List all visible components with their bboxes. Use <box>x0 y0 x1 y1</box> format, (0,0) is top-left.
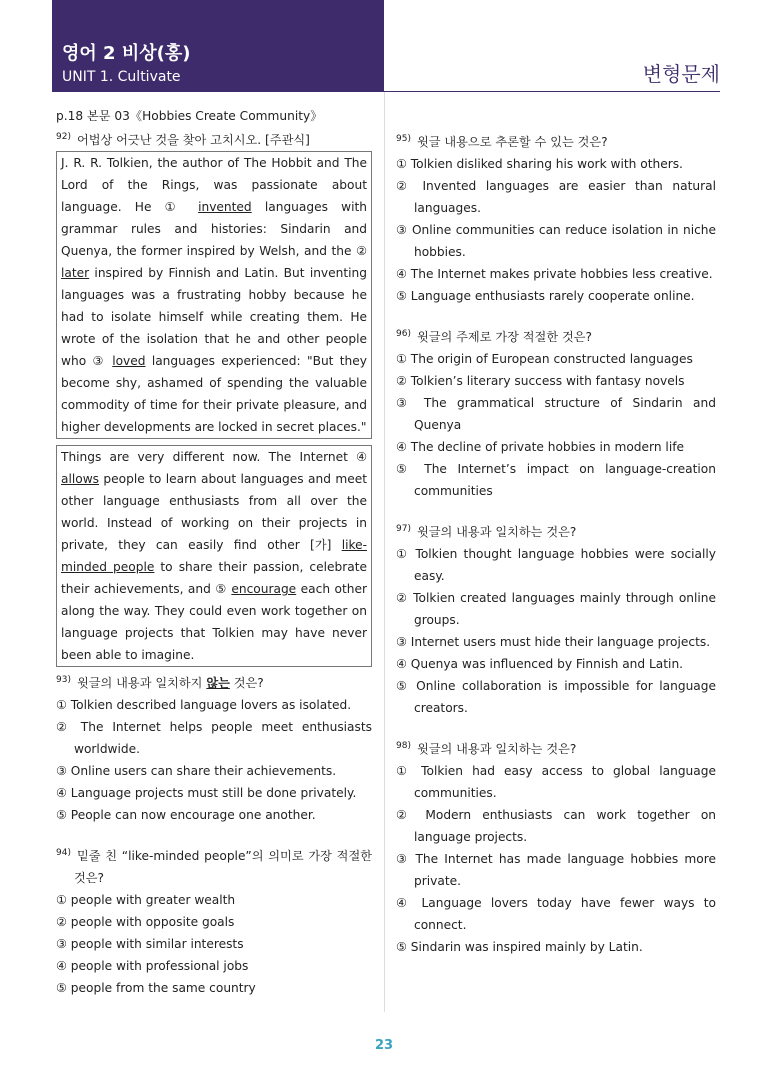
option: ① The origin of European constructed languages <box>396 352 693 367</box>
question-number: 92) <box>56 132 71 142</box>
question-text: 밑줄 친 “like-minded people”의 의미로 가장 적절한 것은? <box>74 849 372 886</box>
option: ② The Internet helps people meet enthusiasts worldwide. <box>56 720 372 757</box>
option: ⑤ people from the same country <box>56 981 256 996</box>
option: ⑤ The Internet’s impact on language-creation communities <box>396 462 716 499</box>
question-98 <box>396 735 716 958</box>
option: ⑤ People can now encourage one another. <box>56 808 316 823</box>
section-title: 변형문제 <box>642 62 720 86</box>
option: ② Tolkien created languages mainly through online groups. <box>396 591 716 628</box>
option: ④ The decline of private hobbies in modern life <box>396 440 684 455</box>
underlined-word: encourage <box>231 582 297 597</box>
option: ① Tolkien thought language hobbies were socially easy. <box>396 547 716 584</box>
question-number: 94) <box>56 848 71 859</box>
book-title: 영어 2 비상(홍) <box>62 43 191 64</box>
question-number: 93) <box>56 675 71 686</box>
option: ④ Language projects must still be done privately. <box>56 786 357 801</box>
option: ② Invented languages are easier than natural languages. <box>396 179 716 216</box>
option: ② Modern enthusiasts can work together on language projects. <box>396 808 716 845</box>
unit-title: UNIT 1. Cultivate <box>62 69 181 85</box>
question-92 <box>56 126 372 151</box>
passage-text: languages with grammar rules and histories: Sindarin and Quenya, the former inspired by Welsh, and the ② <box>61 200 368 259</box>
option: ① Tolkien had easy access to global language communities. <box>396 764 716 801</box>
option: ③ The grammatical structure of Sindarin and Quenya <box>396 396 716 433</box>
right-column <box>396 128 716 974</box>
question-emphasis: 않는 <box>206 676 230 691</box>
question-96 <box>396 323 716 502</box>
passage-text: people to learn about languages and meet other language enthusiasts from all over the world. Instead of working on their projects in private, they can easily find other [가] <box>61 472 367 553</box>
underlined-word: loved <box>112 354 146 369</box>
source-reference: p.18 본문 03《Hobbies Create Community》 <box>56 109 323 123</box>
question-text: 윗글의 내용과 일치하는 것은? <box>416 742 577 757</box>
question-number: 96) <box>396 329 411 340</box>
option: ④ people with professional jobs <box>56 959 249 974</box>
passage-text: to share their passion, celebrate their achievements, and ⑤ <box>61 560 368 597</box>
underlined-word: invented <box>198 200 252 215</box>
option: ③ Online users can share their achievements. <box>56 764 337 779</box>
option: ③ The Internet has made language hobbies more private. <box>396 852 716 889</box>
question-number: 98) <box>396 741 411 752</box>
option: ② Tolkien’s literary success with fantasy novels <box>396 374 685 389</box>
option: ⑤ Language enthusiasts rarely cooperate online. <box>396 289 695 304</box>
underlined-word: allows <box>61 472 100 487</box>
question-95 <box>396 128 716 307</box>
option: ⑤ Sindarin was inspired mainly by Latin. <box>396 940 643 955</box>
passage-box-1 <box>56 151 372 439</box>
question-97 <box>396 518 716 719</box>
column-divider <box>384 92 385 1012</box>
option: ④ Quenya was influenced by Finnish and Latin. <box>396 657 684 672</box>
passage-text: each other along the way. They could even work together on language projects that Tolkien may have never been able to imagine. <box>61 582 368 663</box>
option: ③ Internet users must hide their language projects. <box>396 635 711 650</box>
question-text: 어법상 어긋난 것을 찾아 고치시오. [주관식] <box>76 133 310 148</box>
question-94 <box>56 842 372 999</box>
underlined-word: later <box>61 266 90 281</box>
passage-text: languages experienced: "But they become shy, ashamed of spending the valuable commodity of time for their private pleasure, and higher developments are locked in secret places." <box>61 354 367 435</box>
option: ③ people with similar interests <box>56 937 244 952</box>
passage-box-2 <box>56 445 372 667</box>
underlined-phrase: like-minded people <box>61 538 367 575</box>
question-text: 것은? <box>229 676 264 691</box>
page-number: 23 <box>374 1038 394 1053</box>
passage-text: inspired by Finnish and Latin. But inventing languages was a frustrating hobby because he had to isolate himself while creating them. He wrote of the isolation that he and other people who ③ <box>61 266 367 369</box>
option: ② people with opposite goals <box>56 915 235 930</box>
passage-text: J. R. R. Tolkien, the author of The Hobbit and The Lord of the Rings, was passionate about language. He ① <box>61 156 367 215</box>
question-93 <box>56 669 372 826</box>
question-text: 윗글의 내용과 일치하는 것은? <box>416 525 577 540</box>
header-rule <box>52 91 720 92</box>
option: ④ The Internet makes private hobbies less creative. <box>396 267 713 282</box>
option: ① people with greater wealth <box>56 893 236 908</box>
option: ⑤ Online collaboration is impossible for language creators. <box>396 679 716 716</box>
question-text: 윗글의 주제로 가장 적절한 것은? <box>416 330 592 345</box>
passage-text: Things are very different now. The Internet ④ <box>61 450 367 465</box>
option: ④ Language lovers today have fewer ways to connect. <box>396 896 716 933</box>
left-column <box>56 106 372 1015</box>
question-number: 97) <box>396 524 411 535</box>
option: ① Tolkien disliked sharing his work with others. <box>396 157 683 172</box>
question-text: 윗글 내용으로 추론할 수 있는 것은? <box>416 135 608 150</box>
option: ③ Online communities can reduce isolation in niche hobbies. <box>396 223 716 260</box>
option: ① Tolkien described language lovers as isolated. <box>56 698 352 713</box>
question-number: 95) <box>396 134 411 144</box>
question-text: 윗글의 내용과 일치하지 <box>76 676 207 691</box>
